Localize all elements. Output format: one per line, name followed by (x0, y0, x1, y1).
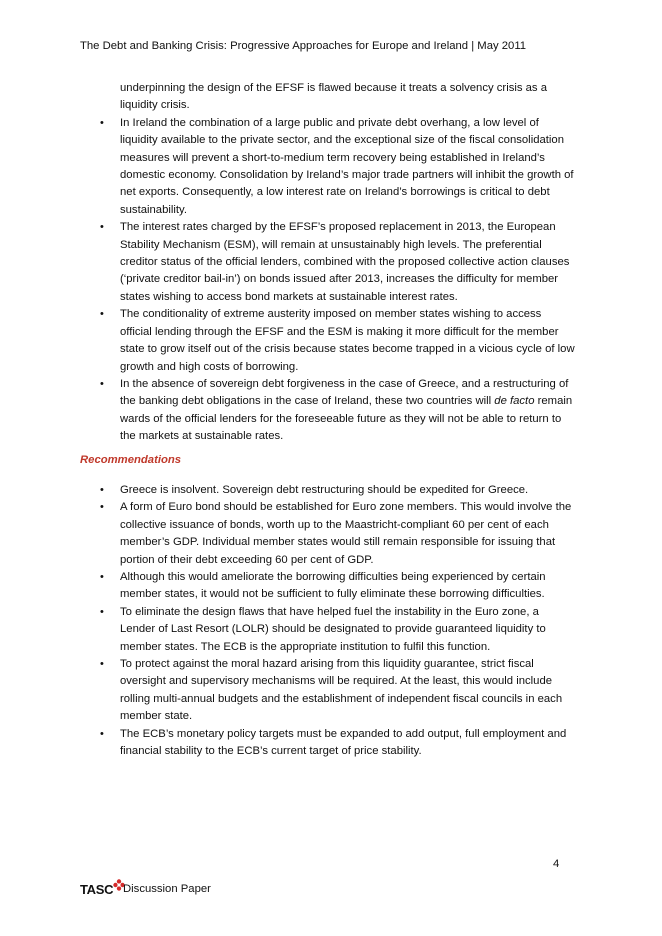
list-item-text: The conditionality of extreme austerity imposed on member states wishing to access official lending through the EFSF and the ESM is making it more difficult for the member state to grow itself out of the crisis because states become trapped in a vicious cycle of low growth and high costs of borrowing. (120, 308, 575, 373)
bullet-icon: • (100, 221, 104, 234)
list-item (80, 604, 575, 656)
continuation-paragraph: underpinning the design of the EFSF is flawed because it treats a solvency crisis as a liquidity crisis. (120, 82, 547, 112)
list-item-text: To protect against the moral hazard arising from this liquidity guarantee, strict fiscal oversight and supervisory mechanisms will be required. At the least, this would include rolling multi-annual budgets and the establishment of independent fiscal councils in each member state. (120, 658, 563, 723)
list-item-text: A form of Euro bond should be established for Euro zone members. This would involve the collective issuance of bonds, worth up to the Maastricht-compliant 60 per cent of each member’s GDP. Individual member states would still remain responsible for issuing that portion of their debt exceeding 60 per cent of GDP. (120, 501, 572, 566)
bullet-icon: • (100, 308, 104, 321)
footer (80, 878, 280, 900)
list-item (80, 306, 575, 376)
recommendations-list (80, 482, 575, 761)
tasc-logo: TASC (80, 882, 114, 897)
recommendations-heading: Recommendations (80, 454, 182, 466)
body-top (80, 80, 575, 446)
list-item (80, 726, 575, 761)
bullet-icon: • (100, 571, 104, 584)
list-item-text: The ECB’s monetary policy targets must be expanded to add output, full employment and financial stability to the ECB’s current target of price stability. (120, 727, 567, 758)
bullet-icon: • (100, 484, 104, 496)
list-item (80, 569, 575, 604)
bullet-icon: • (100, 605, 104, 618)
list-item-text: To eliminate the design flaws that have helped fuel the instability in the Euro zone, a Lender of Last Resort (LOLR) should be designated to provide guaranteed liquidity to member states. The ECB is the appropriate institution to fulfil this function. (120, 605, 546, 653)
list-item-text: In Ireland the combination of a large public and private debt overhang, a low level of liquidity available to the private sector, and the exceptional size of the fiscal consolidation measures will prevent a short-to-medium term recovery being established in Ireland’s domestic economy. Consolidation by Ireland’s major trade partners will inhibit the growth of net exports. Consequently, a low interest rate on Ireland’s borrowings is critical to debt sustainability. (120, 116, 574, 216)
footer-label: Discussion Paper (123, 883, 211, 895)
list-item (80, 656, 575, 726)
list-item-text: Although this would ameliorate the borrowing difficulties being experienced by certain member states, it would not be sufficient to fully eliminate these borrowing difficulties. (120, 571, 546, 601)
findings-list (80, 115, 575, 446)
list-item (80, 499, 575, 569)
page-number: 4 (553, 858, 560, 870)
list-item-text: Greece is insolvent. Sovereign debt restructuring should be expedited for Greece. (120, 484, 529, 496)
recommendations-body (80, 482, 575, 761)
bullet-icon: • (100, 658, 104, 671)
list-item (80, 482, 575, 499)
list-item-text-italic: de facto (494, 395, 535, 408)
bullet-icon: • (100, 501, 104, 514)
list-item (80, 219, 575, 306)
list-item-text-start: In the absence of sovereign debt forgiveness in the case of Greece, and a restructuring of the banking debt obligations in the case of Ireland, these two countries will (120, 377, 569, 408)
running-header: The Debt and Banking Crisis: Progressive Approaches for Europe and Ireland | May 2011 (80, 40, 527, 52)
bullet-icon: • (100, 116, 104, 129)
bullet-icon: • (100, 727, 104, 740)
list-item-text-end: remain wards of the official lenders for the foreseeable future as they will not be able to return to the markets at sustainable rates. (120, 395, 573, 443)
list-item (80, 115, 575, 219)
bullet-icon: • (100, 377, 104, 390)
list-item (80, 376, 575, 446)
list-item-text: The interest rates charged by the EFSF’s proposed replacement in 2013, the European Stability Mechanism (ESM), will remain at unsustainably high levels. The preferential creditor status of the official lenders, combined with the proposed collective action clauses (‘private creditor bail-in’) on bonds issued after 2013, increases the difficulty for member states wishing to access bond markets at sustainable interest rates. (120, 221, 570, 303)
